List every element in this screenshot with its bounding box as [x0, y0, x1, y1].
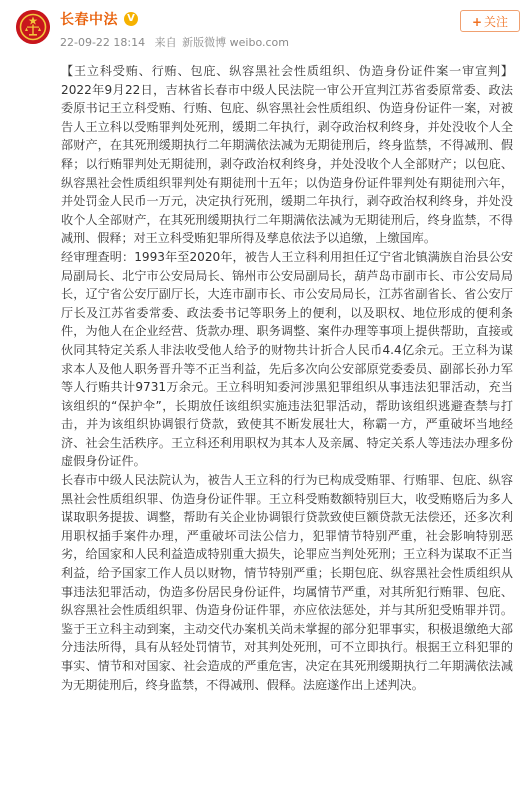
post-content: [61, 62, 513, 694]
account-name-row: [60, 9, 138, 29]
post-paragraph: 经审理查明：1993年至2020年，被告人王立科利用担任辽宁省北镇满族自治县公安局副局长、北宁市公安局局长、锦州市公安局副局长，葫芦岛市副市长、市公安局局长，辽宁省公安厅副厅长，大连市副市长、市公安局局长，江苏省副省长、省公安厅厅长及江苏省委常委、政法委书记等职务上的便利，以及职权、地位形成的便利条件，为他人在企业经营、货款办理、职务调整、案件办理等事项上提供帮助，直接或伙同其特定关系人非法收受他人给予的财物共计折合人民币4.4亿余元。王立科为谋求本人及他人职务晋升等不正当利益，先后多次向公安部原党委委员、副部长孙力军等人行贿共计9731万余元。王立科明知委河涉黑犯罪组织从事违法犯罪活动，充当该组织的“保护伞”，长期放任该组织实施违法犯罪活动，帮助该组织逃避查禁与打击，并为该组织协调银行贷款，致使其不断发展壮大，称霸一方，严重破坏当地经济、社会生活秩序。王立科还利用职权为其本人及亲属、特定关系人等违法办理多份虚假身份证件。: [61, 249, 513, 469]
post-meta: [60, 34, 295, 50]
avatar[interactable]: [16, 10, 50, 44]
follow-button[interactable]: [460, 10, 520, 32]
plus-icon: +: [471, 15, 483, 29]
post-paragraph: 长春市中级人民法院认为，被告人王立科的行为已构成受贿罪、行贿罪、包庇、纵容黑社会性质组织罪、伪造身份证件罪。王立科受贿数额特别巨大，收受贿赂后为多人谋取职务提拔、调整，帮助有关企业协调银行贷款致使巨额贷款无法偿还，还多次利用职权插手案件办理，严重破坏司法公信力，犯罪情节特别严重，社会影响特别恶劣，给国家和人民利益造成特别重大损失，论罪应当判处死刑；王立科为谋取不正当利益，给予国家工作人员以财物，情节特别严重；长期包庇、纵容黑社会性质组织从事违法犯罪活动，伪造多份居民身份证件，均属情节严重，对其所犯行贿罪、包庇、纵容黑社会性质组织罪、伪造身份证件罪，亦应依法惩处，并与其所犯受贿罪并罚。鉴于王立科主动到案，主动交代办案机关尚未掌握的部分犯罪事实，积极退缴绝大部分违法所得，具有从轻处罚情节，对其判处死刑，可不立即执行。根据王立科犯罪的事实、情节和对国家、社会造成的严重危害，决定在其死刑缓期执行二年期满依法减为无期徒刑后，终身监禁，不得减刑、假释。法庭遂作出上述判决。: [61, 473, 513, 692]
account-name[interactable]: 长春中法: [60, 12, 118, 28]
post-date[interactable]: 22-09-22 18:14: [60, 36, 146, 49]
post-paragraph: 【王立科受贿、行贿、包庇、纵容黑社会性质组织、伪造身份证件案一审宣判】2022年9月22日，吉林省长春市中级人民法院一审公开宣判江苏省委原常委、政法委原书记王立科受贿、行贿、包庇、纵容黑社会性质组织、伪造身份证件一案，对被告人王立科以受贿罪判处死刑，缓期二年执行，剥夺政治权利终身，并处没收个人全部财产，在其死刑缓期执行二年期满依法减为无期徒刑后，终身监禁，不得减刑、假释；以行贿罪判处无期徒刑，剥夺政治权利终身，并处没收个人全部财产；以包庇、纵容黑社会性质组织罪判处有期徒刑十五年；以伪造身份证件罪判处有期徒刑六年，并处罚金人民币一万元，决定执行死刑，缓期二年执行，剥夺政治权利终身，并处没收个人全部财产，在其死刑缓期执行二年期满依法减为无期徒刑后，终身监禁，不得减刑、假释；对王立科受贿犯罪所得及孳息依法予以追缴，上缴国库。: [61, 64, 513, 246]
verified-icon: V: [124, 12, 138, 26]
post-source[interactable]: 新版微博 weibo.com: [182, 36, 289, 49]
follow-button-label: 关注: [484, 15, 509, 29]
source-prefix: 来自: [154, 36, 177, 49]
court-emblem-icon: [16, 10, 50, 44]
post-header: [0, 0, 532, 62]
